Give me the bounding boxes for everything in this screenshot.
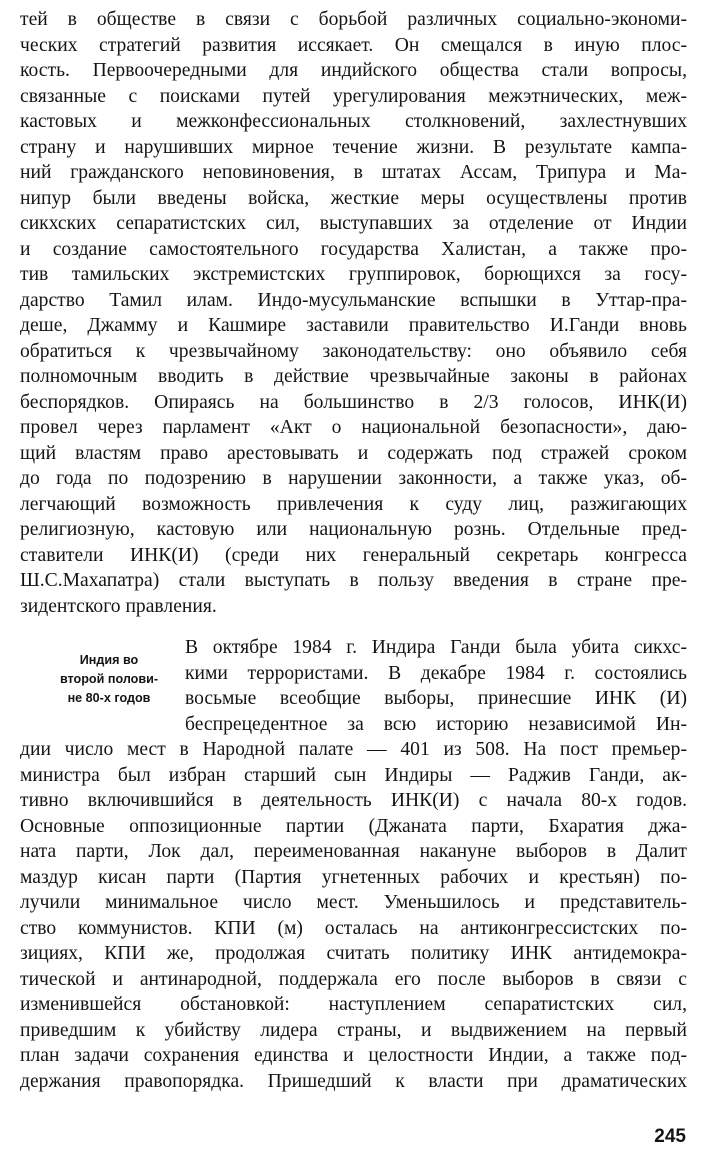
paragraph-line: религиозную, кастовую или национальную рознь. Отдельные пред- xyxy=(20,519,687,540)
paragraph-line: тической и антинародной, поддержала его после выборов в связи с xyxy=(20,968,687,990)
paragraph-line: дии число мест в Народной палате — 401 из 508. На пост премьер- xyxy=(20,739,687,760)
paragraph-line: и создание самостоятельного государства Халистан, а также про- xyxy=(20,238,687,260)
paragraph-line: кими террористами. В декабре 1984 г. состоялись xyxy=(185,662,687,684)
paragraph-line: Ш.С.Махапатра) стали выступать в пользу введения в стране пре- xyxy=(20,570,687,591)
paragraph-line: кастовых и межконфессиональных столкновений, захлестнувших xyxy=(20,111,687,132)
paragraph-line: зидентского правления. xyxy=(20,595,217,617)
paragraph-line: кость. Первоочередными для индийского общества стали вопросы, xyxy=(20,60,687,81)
paragraph-line: беспорядков. Опираясь на большинство в 2/3 голосов, ИНК(И) xyxy=(20,391,687,413)
paragraph-line: тив тамильских экстремистских группировок, борющихся за госу- xyxy=(20,264,687,285)
paragraph-line: Основные оппозиционные партии (Джаната парти, Бхаратия джа- xyxy=(20,815,687,837)
paragraph-line: ната парти, Лок дал, переименованная накануне выборов в Далит xyxy=(20,841,687,862)
paragraph-line: держания правопорядка. Пришедший к власти при драматических xyxy=(20,1070,687,1092)
page-number: 245 xyxy=(654,1126,686,1147)
paragraph-line: деше, Джамму и Кашмире заставили правительство И.Ганди вновь xyxy=(20,315,687,336)
paragraph-line: полномочным вводить в действие чрезвычайные законы в районах xyxy=(20,366,687,387)
paragraph-line: связанные с поисками путей урегулирования межэтнических, меж- xyxy=(20,85,687,107)
paragraph-line: лучили минимальное число мест. Уменьшилось и представитель- xyxy=(20,892,687,913)
paragraph-line: приведшим к убийству лидера страны, и выдвижением на первый xyxy=(20,1019,687,1041)
paragraph-line: беспрецедентное за всю историю независимой Ин- xyxy=(185,713,687,735)
margin-heading xyxy=(40,651,178,708)
paragraph-line: тивно включившийся в деятельность ИНК(И) с начала 80-х годов. xyxy=(20,790,687,811)
paragraph-line: дарство Тамил илам. Индо-мусульманские вспышки в Уттар-пра- xyxy=(20,289,687,311)
paragraph-line: провел через парламент «Акт о национальной безопасности», даю- xyxy=(20,417,687,438)
paragraph-line: сикхских сепаратистских сил, выступавших за отделение от Индии xyxy=(20,213,687,234)
paragraph-line: восьмые всеобщие выборы, принесшие ИНК (И) xyxy=(185,688,687,709)
paragraph-line: тей в обществе в связи с борьбой различных социально-экономи- xyxy=(20,9,687,30)
paragraph-line: министра был избран старший сын Индиры — Раджив Ганди, ак- xyxy=(20,764,687,786)
paragraph-line: щий властям право арестовывать и содержать под стражей сроком xyxy=(20,442,687,464)
paragraph-line: маздур кисан парти (Партия угнетенных рабочих и крестьян) по- xyxy=(20,866,687,888)
paragraph-line: страну и нарушивших мирное течение жизни. В результате кампа- xyxy=(20,136,687,158)
paragraph-line: легчающий возможность привлечения к суду лиц, разжигающих xyxy=(20,493,687,515)
paragraph-line: до года по подозрению в нарушении законности, а также указ, об- xyxy=(20,468,687,489)
margin-heading-line: не 80-х годов xyxy=(67,691,151,705)
paragraph-line: ство коммунистов. КПИ (м) осталась на антиконгрессистских по- xyxy=(20,917,687,939)
paragraph-line: зициях, КПИ же, продолжая считать политику ИНК антидемокра- xyxy=(20,943,687,964)
margin-heading-line: второй полови- xyxy=(59,672,159,686)
paragraph-line: изменившейся обстановкой: наступлением сепаратистских сил, xyxy=(20,994,687,1015)
paragraph-line: нипур были введены войска, жесткие меры осуществлены против xyxy=(20,187,687,209)
paragraph-line: ний гражданского неповиновения, в штатах Ассам, Трипура и Ма- xyxy=(20,162,687,183)
paragraph-line: ческих стратегий развития иссякает. Он смещался в иную плос- xyxy=(20,34,687,56)
paragraph-line: ставители ИНК(И) (среди них генеральный секретарь конгресса xyxy=(20,544,687,566)
paragraph-line: обратиться к чрезвычайному законодательству: оно объявило себя xyxy=(20,340,687,362)
paragraph-line: В октябре 1984 г. Индира Ганди была убита сикхс- xyxy=(185,637,687,658)
paragraph-line: план задачи сохранения единства и целостности Индии, а также под- xyxy=(20,1045,687,1066)
margin-heading-line: Индия во xyxy=(79,653,139,667)
